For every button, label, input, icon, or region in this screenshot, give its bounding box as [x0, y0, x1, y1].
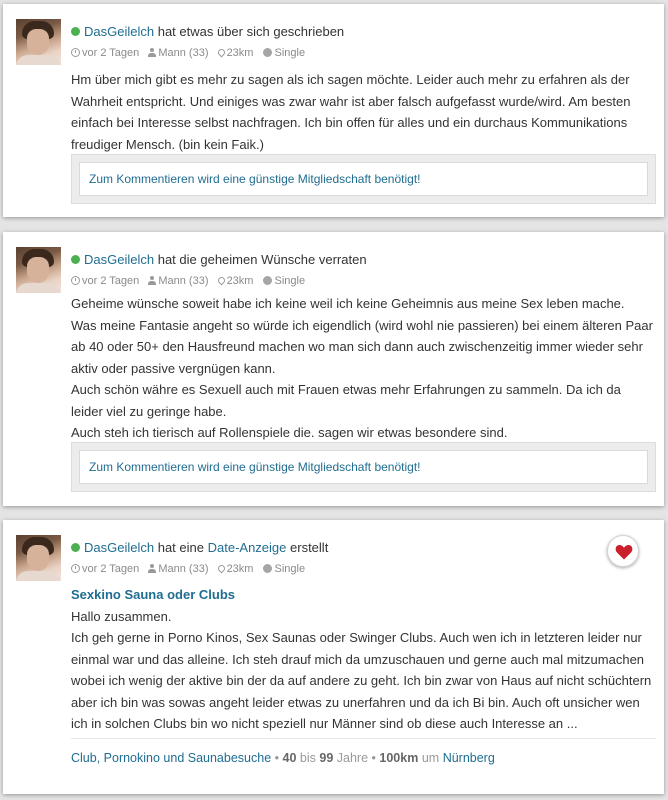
- comment-membership-link[interactable]: Zum Kommentieren wird eine günstige Mitgliedschaft benötigt!: [79, 162, 648, 196]
- relationship-icon: [263, 48, 272, 57]
- username-link[interactable]: DasGeilelch: [84, 540, 155, 555]
- activity-header: [71, 24, 344, 39]
- ad-title-link[interactable]: Sexkino Sauna oder Clubs: [71, 587, 235, 602]
- age-between: bis: [299, 751, 316, 765]
- person-icon: [148, 48, 156, 57]
- clock-icon: [71, 48, 80, 57]
- ad-description: Ich geh gerne in Porno Kinos, Sex Saunas oder Swinger Clubs. Auch wen ich in letzteren leider nur einmal war und das alleine. Ich steh drauf mich da umzuschauen und gerne auch mal mitzumachen wobei ich wenig der aktive bin der da auf andere zu geht. Ich bin zwar von Haus auf nicht schüchtern aber ich bin was sowas angeht leider etwas zu unerfahren und da ich Bi bin. Auch oft unsicher wen ich in solchen Clubs bin wo nicht speziell nur Männer sind ob diese auch Interesse an ...: [71, 630, 652, 731]
- avatar[interactable]: [16, 247, 61, 293]
- profile-meta: [71, 275, 305, 287]
- relationship-icon: [263, 276, 272, 285]
- avatar[interactable]: [16, 19, 61, 65]
- post-paragraph: Hm über mich gibt es mehr zu sagen als ich sagen möchte. Leider auch mehr zu erfahren als der Wahrheit entspricht. Und einiges was zwar wahr ist aber falsch aufgefasst wurde/wird. Am besten einfach bei Interesse selbst nachfragen. Ich bin offen für alles und ein durchaus Kommunikations freudiger Mensch. (bin kein Faik.): [71, 72, 631, 152]
- online-status-icon: [71, 255, 80, 264]
- clock-icon: [71, 276, 80, 285]
- relationship-status: Single: [274, 563, 306, 575]
- like-button[interactable]: [607, 535, 639, 567]
- ad-greeting: Hallo zusammen.: [71, 608, 172, 624]
- age-to: 99: [319, 751, 334, 765]
- activity-header: [71, 252, 367, 267]
- activity-card: [3, 520, 664, 794]
- ad-category-link[interactable]: Club, Pornokino und Saunabesuche: [71, 751, 272, 765]
- gender-age: Mann (33): [158, 563, 209, 575]
- city-link[interactable]: Nürnberg: [442, 751, 495, 765]
- person-icon: [148, 276, 156, 285]
- activity-action: hat etwas über sich geschrieben: [157, 24, 345, 39]
- separator: •: [274, 751, 280, 765]
- profile-meta: [71, 563, 305, 575]
- avatar[interactable]: [16, 535, 61, 581]
- ad-footer: [71, 751, 495, 765]
- location-pin-icon: [216, 48, 226, 58]
- username-link[interactable]: DasGeilelch: [84, 252, 155, 267]
- gender-age: Mann (33): [158, 47, 209, 59]
- comment-box: [71, 154, 656, 204]
- ad-text: [71, 584, 656, 735]
- activity-action-prefix: hat eine: [157, 540, 204, 555]
- post-time: vor 2 Tagen: [82, 275, 140, 287]
- distance: 23km: [226, 275, 254, 287]
- radius-prep: um: [421, 751, 440, 765]
- gender-age: Mann (33): [158, 275, 209, 287]
- comment-membership-link[interactable]: Zum Kommentieren wird eine günstige Mitgliedschaft benötigt!: [79, 450, 648, 484]
- profile-meta: [71, 47, 305, 59]
- search-radius: 100km: [379, 751, 419, 765]
- person-icon: [148, 564, 156, 573]
- location-pin-icon: [216, 276, 226, 286]
- relationship-status: Single: [274, 47, 306, 59]
- divider: [71, 738, 656, 739]
- relationship-icon: [263, 564, 272, 573]
- post-text: [71, 293, 656, 444]
- relationship-status: Single: [274, 275, 306, 287]
- post-paragraph: Auch steh ich tierisch auf Rollenspiele die. sagen wir etwas besondere sind.: [71, 425, 508, 440]
- online-status-icon: [71, 543, 80, 552]
- clock-icon: [71, 564, 80, 573]
- post-text: [71, 69, 656, 155]
- post-time: vor 2 Tagen: [82, 47, 140, 59]
- age-unit: Jahre: [336, 751, 369, 765]
- post-time: vor 2 Tagen: [82, 563, 140, 575]
- separator: •: [371, 751, 376, 765]
- activity-header: [71, 540, 328, 555]
- activity-action-suffix: erstellt: [290, 540, 329, 555]
- date-ad-link[interactable]: Date-Anzeige: [207, 540, 287, 555]
- username-link[interactable]: DasGeilelch: [84, 24, 155, 39]
- activity-action: hat die geheimen Wünsche verraten: [157, 252, 367, 267]
- heart-icon: [615, 544, 633, 560]
- comment-box: [71, 442, 656, 492]
- post-paragraph: Auch schön währe es Sexuell auch mit Frauen etwas mehr Erfahrungen zu sammeln. Da ich da leider viel zu geringe habe.: [71, 382, 621, 419]
- age-from: 40: [282, 751, 297, 765]
- location-pin-icon: [216, 564, 226, 574]
- post-paragraph: Was meine Fantasie angeht so würde ich eigendlich (wird wohl nie passieren) bei einem älteren Paar ab 40 oder 50+ den Hausfreund machen wo man sich dann auch zwischenzeitig immer wieder sehr aktiv oder passive vergnügen kann.: [71, 317, 653, 376]
- online-status-icon: [71, 27, 80, 36]
- distance: 23km: [226, 563, 254, 575]
- post-paragraph: Geheime wünsche soweit habe ich keine weil ich keine Geheimnis aus meine Sex leben mache.: [71, 296, 625, 311]
- activity-card: [3, 232, 664, 506]
- activity-card: [3, 4, 664, 217]
- distance: 23km: [226, 47, 254, 59]
